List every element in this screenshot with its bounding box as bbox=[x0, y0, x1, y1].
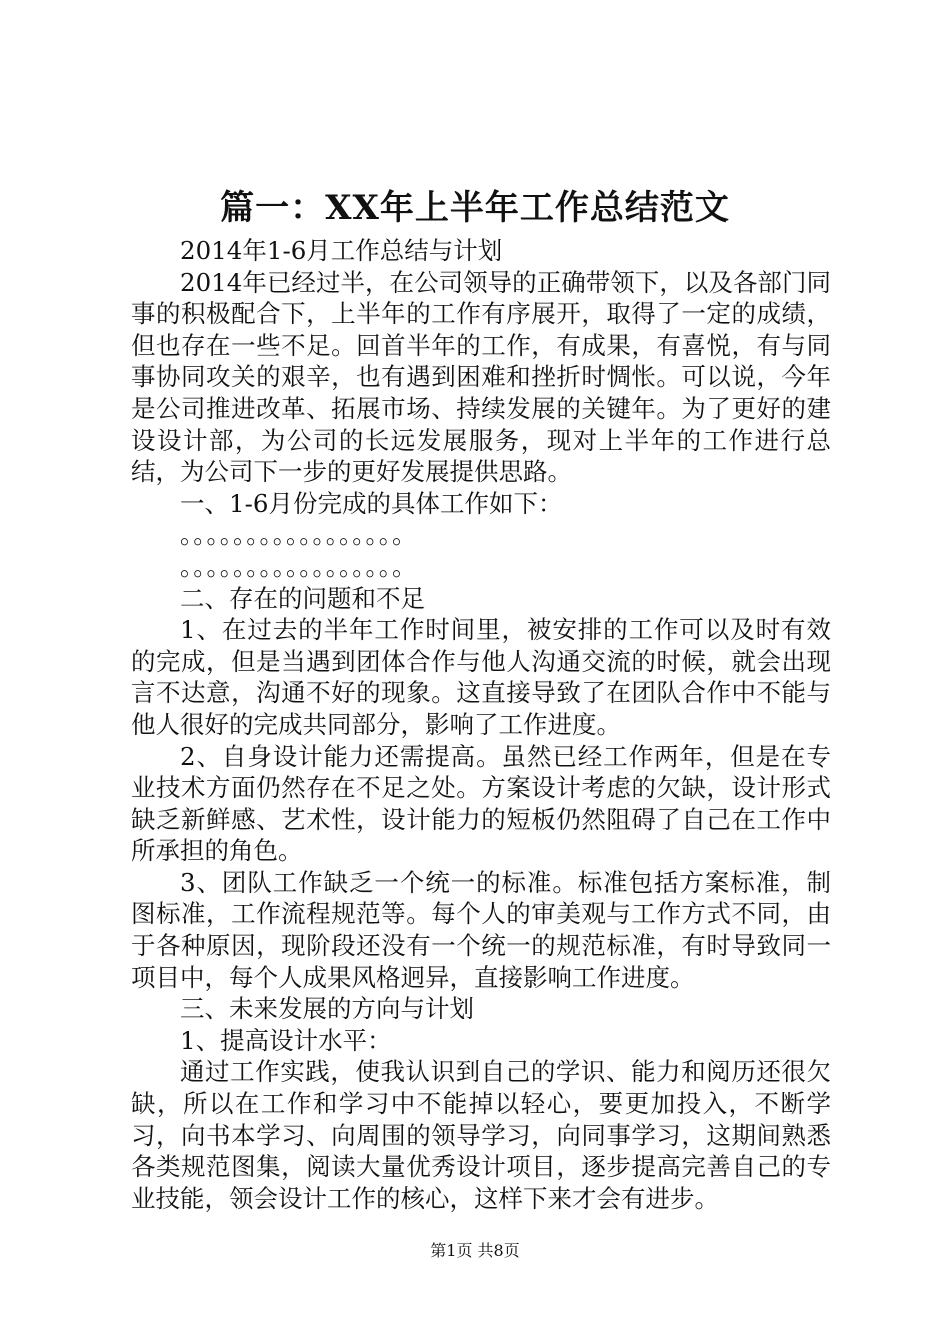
paragraph: 2014年已经过半，在公司领导的正确带领下，以及各部门同事的积极配合下，上半年的工作有序展开，取得了一定的成绩，但也存在一些不足。回首半年的工作，有成果，有喜悦，有与同事协同攻关的艰辛，也有遇到困难和挫折时惆怅。可以说，今年是公司推进改革、拓展市场、持续发展的关键年。为了更好的建设设计部，为公司的长远发展服务，现对上半年的工作进行总结，为公司下一步的更好发展提供思路。 bbox=[131, 267, 831, 487]
paragraph: 1、在过去的半年工作时间里，被安排的工作可以及时有效的完成，但是当遇到团体合作与他人沟通交流的时候，就会出现言不达意，沟通不好的现象。这直接导致了在团队合作中不能与他人很好的完成共同部分，影响了工作进度。 bbox=[131, 615, 831, 739]
section-heading: 一、1-6月份完成的具体工作如下： bbox=[180, 488, 563, 518]
paragraph: 3、团队工作缺乏一个统一的标准。标准包括方案标准，制图标准，工作流程规范等。每个人的审美观与工作方式不同，由于各种原因，现阶段还没有一个统一的规范标准，有时导致同一项目中，每个人成果风格迥异，直接影响工作进度。 bbox=[131, 867, 831, 992]
document-body bbox=[131, 235, 831, 1214]
section-heading: 二、存在的问题和不足 bbox=[180, 583, 425, 613]
paragraph: 2、自身设计能力还需提高。虽然已经工作两年，但是在专业技术方面仍然存在不足之处。方案设计考虑的欠缺，设计形式缺乏新鲜感、艺术性，设计能力的短板仍然阻碍了自己在工作中所承担的角色。 bbox=[131, 741, 831, 866]
document-title: 篇一：XX年上半年工作总结范文 bbox=[220, 188, 730, 228]
page-footer: 第1页 共8页 bbox=[430, 1241, 520, 1260]
paragraph: 通过工作实践，使我认识到自己的学识、能力和阅历还很欠缺，所以在工作和学习中不能掉以轻心，要更加投入，不断学习，向书本学习、向周围的领导学习，向同事学习，这期间熟悉各类规范图集，阅读大量优秀设计项目，逐步提高完善自己的专业技能，领会设计工作的核心，这样下来才会有进步。 bbox=[131, 1057, 831, 1213]
section-heading: 2014年1-6月工作总结与计划 bbox=[180, 236, 503, 265]
section-heading: 三、未来发展的方向与计划 bbox=[180, 994, 474, 1024]
subsection-heading: 1、提高设计水平： bbox=[180, 1025, 392, 1055]
placeholder-dots: 。。。。。。。。。。。。。。。。。 bbox=[180, 551, 418, 581]
placeholder-dots: 。。。。。。。。。。。。。。。。。 bbox=[180, 520, 418, 550]
